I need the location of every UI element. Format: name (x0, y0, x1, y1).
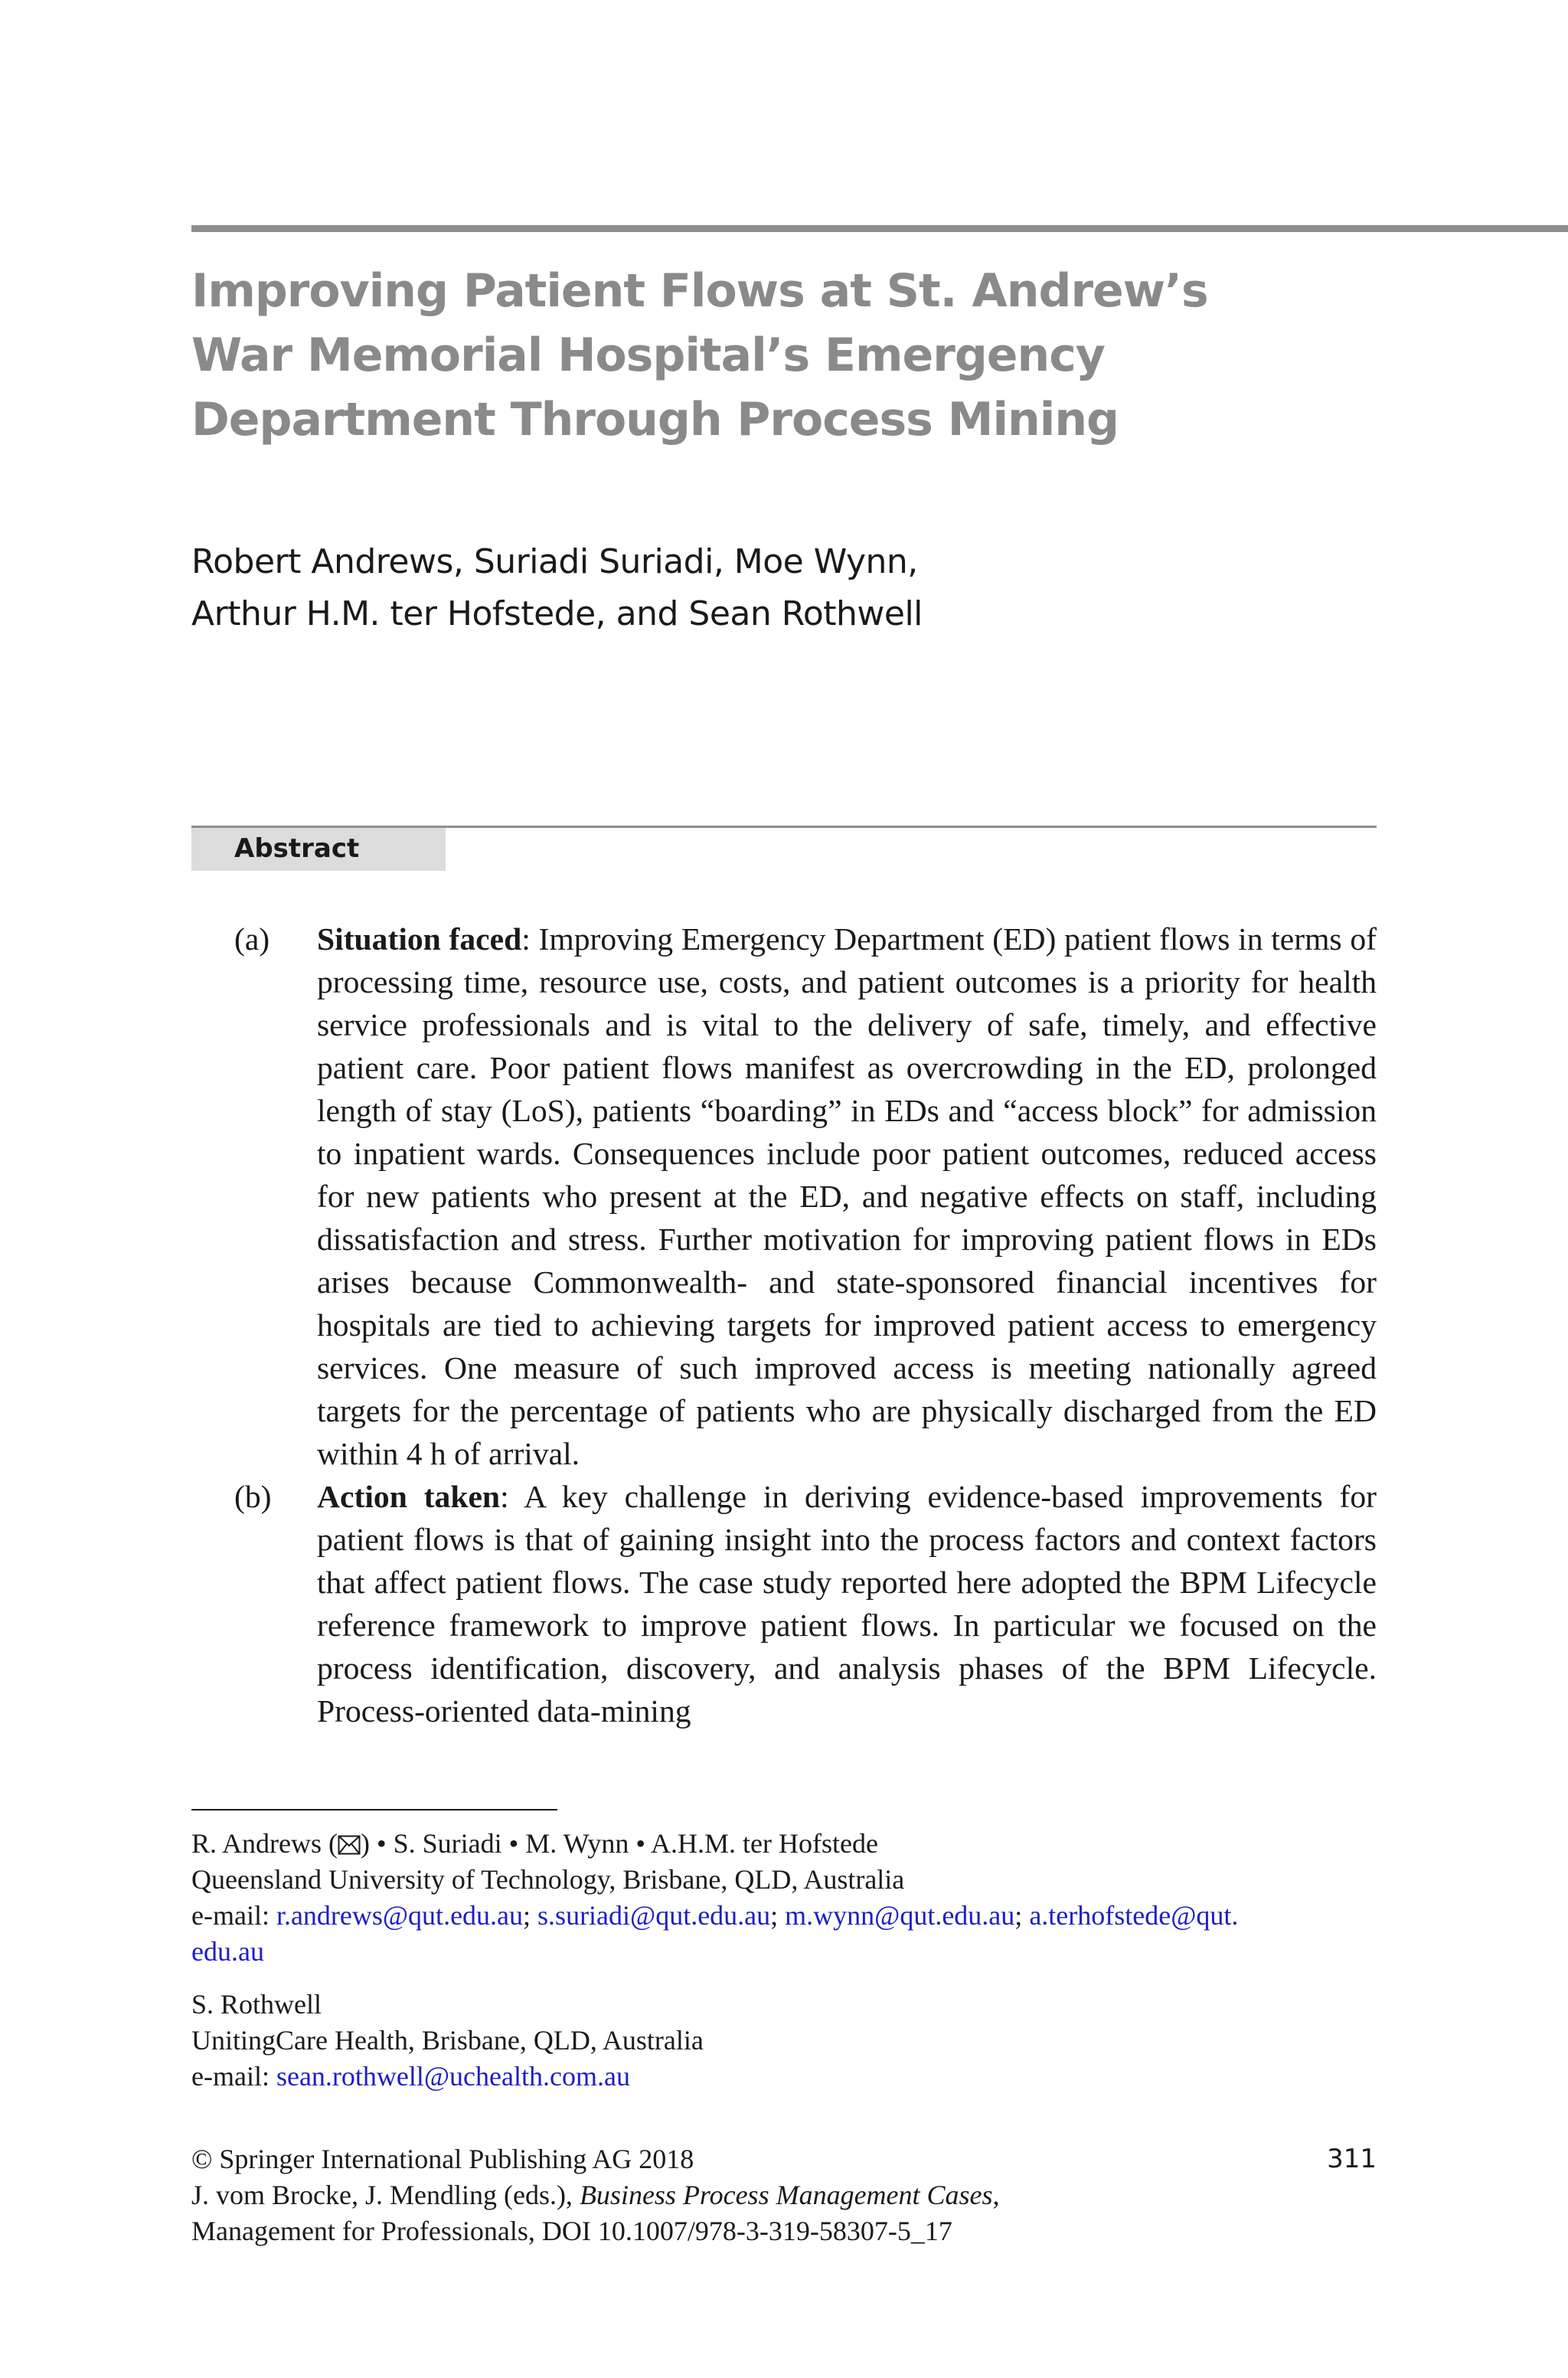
affiliation-institution: Queensland University of Technology, Brisbane, QLD, Australia (191, 1864, 905, 1895)
book-reference: J. vom Brocke, J. Mendling (eds.), Business Process Management Cases, (191, 2180, 1000, 2210)
abstract-item-b (191, 1475, 1377, 1732)
series-doi: Management for Professionals, DOI 10.1007/978-3-319-58307-5_17 (191, 2216, 952, 2246)
affiliation-authors: R. Andrews ( ) • S. Suriadi • M. Wynn • A.H.M. ter Hofstede (191, 1828, 878, 1859)
item-lead: Action taken (317, 1479, 501, 1514)
abstract-item-a (191, 918, 1377, 1475)
abstract-heading: Abstract (234, 833, 360, 864)
affiliation-email: e-mail: sean.rothwell@uchealth.com.au (191, 2061, 630, 2092)
envelope-icon (338, 1835, 361, 1855)
email-link[interactable]: s.suriadi@qut.edu.au (537, 1900, 771, 1931)
top-rule (191, 225, 1568, 232)
email-link[interactable]: sean.rothwell@uchealth.com.au (276, 2061, 630, 2092)
affiliation-institution: UnitingCare Health, Brisbane, QLD, Australia (191, 2025, 704, 2056)
email-link[interactable]: r.andrews@qut.edu.au (276, 1900, 524, 1931)
copyright: © Springer International Publishing AG 2018 (191, 2144, 694, 2174)
footnote-rule (191, 1809, 557, 1810)
title-line: Improving Patient Flows at St. Andrew’s (191, 264, 1208, 318)
author-list (191, 536, 923, 640)
affiliation-emails: e-mail: r.andrews@qut.edu.au; s.suriadi@qut.edu.au; m.wynn@qut.edu.au; a.terhofstede@qut. (191, 1900, 1239, 1931)
author-line: Arthur H.M. ter Hofstede, and Sean Rothwell (191, 594, 923, 633)
page-number: 311 (1327, 2144, 1377, 2174)
item-label: (a) (234, 921, 270, 957)
affiliation-1 (191, 1826, 1377, 1970)
email-link[interactable]: a.terhofstede@qut. (1029, 1900, 1239, 1931)
paper-title (191, 259, 1386, 452)
publication-info (191, 2141, 1377, 2249)
affiliation-author: S. Rothwell (191, 1989, 322, 2020)
affiliation-2 (191, 1987, 1377, 2095)
item-text: : Improving Emergency Department (ED) patient flows in terms of processing time, resource use, costs, and patient outcomes is a priority for health service professionals and is vital to the delivery of safe, timely, and effective patient care. Poor patient flows manifest as overcrowding in the ED, prolonged length of stay (LoS), patients “boarding” in EDs and “access block” for admission to inpatient wards. Consequences include poor patient outcomes, reduced access for new patients who present at the ED, and negative effects on staff, including dissatisfaction and stress. Further motivation for improving patient flows in EDs arises because Commonwealth- and state-sponsored financial incentives for hospitals are tied to achieving targets for improved patient access to emergency services. One measure of such improved access is meeting nationally agreed targets for the percentage of patients who are physically discharged from the ED within 4 h of arrival. (317, 921, 1377, 1471)
abstract-body (191, 918, 1377, 1732)
book-title: Business Process Management Cases (579, 2180, 993, 2210)
email-link[interactable]: edu.au (191, 1936, 264, 1967)
title-line: Department Through Process Mining (191, 393, 1119, 446)
item-label: (b) (234, 1479, 272, 1514)
item-lead: Situation faced (317, 921, 522, 957)
item-text: : A key challenge in deriving evidence-based improvements for patient flows is that of gaining insight into the process factors and context factors that affect patient flows. The case study reported here adopted the BPM Lifecycle reference framework to improve patient flows. In particular we focused on the process identification, discovery, and analysis phases of the BPM Lifecycle. Process-oriented data-mining (317, 1479, 1377, 1729)
author-line: Robert Andrews, Suriadi Suriadi, Moe Wynn, (191, 542, 918, 581)
email-link[interactable]: m.wynn@qut.edu.au (785, 1900, 1015, 1931)
affiliation-emails-cont (191, 1934, 1377, 1970)
title-line: War Memorial Hospital’s Emergency (191, 329, 1105, 382)
